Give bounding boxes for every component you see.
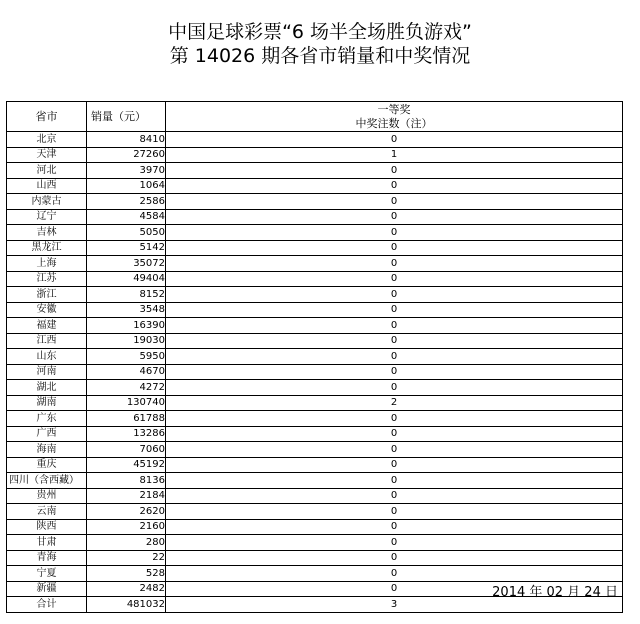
winners-cell: 0 — [166, 271, 623, 287]
province-cell: 云南 — [7, 504, 87, 520]
sales-cell: 280 — [87, 535, 166, 551]
header-province: 省市 — [7, 102, 87, 132]
winners-cell: 0 — [166, 178, 623, 194]
province-cell: 江西 — [7, 333, 87, 349]
province-cell: 内蒙古 — [7, 194, 87, 210]
sales-cell: 5950 — [87, 349, 166, 365]
sales-cell: 5142 — [87, 240, 166, 256]
sales-cell: 130740 — [87, 395, 166, 411]
table-row — [7, 504, 623, 520]
table-row — [7, 194, 623, 210]
province-cell: 新疆 — [7, 581, 87, 597]
sales-cell: 13286 — [87, 426, 166, 442]
sales-cell: 45192 — [87, 457, 166, 473]
header-prize-level: 一等奖 — [377, 102, 411, 116]
header-sales: 销量（元） — [87, 102, 166, 132]
winners-cell: 0 — [166, 256, 623, 272]
table-row — [7, 364, 623, 380]
sales-cell: 4272 — [87, 380, 166, 396]
table-row — [7, 535, 623, 551]
sales-cell: 8152 — [87, 287, 166, 303]
province-cell: 上海 — [7, 256, 87, 272]
header-first-prize — [166, 102, 623, 132]
winners-cell: 0 — [166, 318, 623, 334]
province-cell: 湖北 — [7, 380, 87, 396]
winners-cell: 0 — [166, 504, 623, 520]
table-header-row — [7, 102, 623, 132]
table-row — [7, 488, 623, 504]
province-cell: 陕西 — [7, 519, 87, 535]
province-cell: 甘肃 — [7, 535, 87, 551]
table-row — [7, 395, 623, 411]
table-row — [7, 271, 623, 287]
table-row — [7, 318, 623, 334]
winners-cell: 0 — [166, 302, 623, 318]
province-cell: 广西 — [7, 426, 87, 442]
winners-cell: 0 — [166, 581, 623, 597]
winners-cell: 0 — [166, 473, 623, 489]
table-row — [7, 519, 623, 535]
sales-cell: 1064 — [87, 178, 166, 194]
province-cell: 北京 — [7, 132, 87, 148]
province-cell: 河北 — [7, 163, 87, 179]
province-cell: 黑龙江 — [7, 240, 87, 256]
sales-cell: 3970 — [87, 163, 166, 179]
sales-cell: 528 — [87, 566, 166, 582]
winners-cell: 0 — [166, 535, 623, 551]
province-cell: 广东 — [7, 411, 87, 427]
province-cell: 安徽 — [7, 302, 87, 318]
province-cell: 辽宁 — [7, 209, 87, 225]
table-row — [7, 411, 623, 427]
sales-cell: 8410 — [87, 132, 166, 148]
winners-cell: 0 — [166, 132, 623, 148]
table-row — [7, 178, 623, 194]
sales-cell: 2586 — [87, 194, 166, 210]
sales-cell: 35072 — [87, 256, 166, 272]
sales-cell: 2482 — [87, 581, 166, 597]
winners-cell: 0 — [166, 380, 623, 396]
table-row — [7, 566, 623, 582]
province-cell: 天津 — [7, 147, 87, 163]
report-subtitle: 第 14026 期各省市销量和中奖情况 — [169, 45, 471, 67]
table-row — [7, 302, 623, 318]
sales-cell: 481032 — [87, 597, 166, 613]
province-cell: 四川（含西藏） — [7, 473, 87, 489]
winners-cell: 1 — [166, 147, 623, 163]
winners-cell: 0 — [166, 488, 623, 504]
province-cell: 吉林 — [7, 225, 87, 241]
sales-cell: 19030 — [87, 333, 166, 349]
table-row — [7, 473, 623, 489]
sales-cell: 4584 — [87, 209, 166, 225]
province-cell: 贵州 — [7, 488, 87, 504]
report-date: 2014 年 02 月 24 日 — [492, 585, 618, 600]
sales-cell: 3548 — [87, 302, 166, 318]
table-row — [7, 209, 623, 225]
winners-cell: 0 — [166, 225, 623, 241]
table-row — [7, 132, 623, 148]
province-cell: 湖南 — [7, 395, 87, 411]
header-winning-bets: 中奖注数（注） — [355, 116, 433, 130]
table-row — [7, 550, 623, 566]
sales-cell: 2184 — [87, 488, 166, 504]
winners-cell: 0 — [166, 457, 623, 473]
table-row — [7, 287, 623, 303]
province-cell: 河南 — [7, 364, 87, 380]
table-row — [7, 442, 623, 458]
winners-cell: 0 — [166, 209, 623, 225]
winners-cell: 0 — [166, 287, 623, 303]
sales-cell: 8136 — [87, 473, 166, 489]
table-row — [7, 349, 623, 365]
province-cell: 重庆 — [7, 457, 87, 473]
winners-cell: 2 — [166, 395, 623, 411]
province-cell: 山西 — [7, 178, 87, 194]
sales-cell: 5050 — [87, 225, 166, 241]
sales-cell: 2620 — [87, 504, 166, 520]
report-title: 中国足球彩票“6 场半全场胜负游戏” — [168, 21, 472, 43]
winners-cell: 0 — [166, 364, 623, 380]
table-row — [7, 380, 623, 396]
province-cell: 宁夏 — [7, 566, 87, 582]
province-cell: 海南 — [7, 442, 87, 458]
table-row — [7, 225, 623, 241]
province-cell: 青海 — [7, 550, 87, 566]
table-row — [7, 147, 623, 163]
table-row — [7, 457, 623, 473]
province-cell: 福建 — [7, 318, 87, 334]
table-row — [7, 333, 623, 349]
table-row — [7, 163, 623, 179]
winners-cell: 0 — [166, 519, 623, 535]
sales-cell: 16390 — [87, 318, 166, 334]
sales-cell: 4670 — [87, 364, 166, 380]
sales-cell: 7060 — [87, 442, 166, 458]
sales-cell: 49404 — [87, 271, 166, 287]
winners-cell: 0 — [166, 163, 623, 179]
province-cell: 江苏 — [7, 271, 87, 287]
table-row — [7, 256, 623, 272]
winners-cell: 0 — [166, 194, 623, 210]
winners-cell: 0 — [166, 411, 623, 427]
winners-cell: 3 — [166, 597, 623, 613]
province-cell: 浙江 — [7, 287, 87, 303]
table-row — [7, 426, 623, 442]
winners-cell: 0 — [166, 566, 623, 582]
winners-cell: 0 — [166, 333, 623, 349]
sales-cell: 27260 — [87, 147, 166, 163]
province-cell: 山东 — [7, 349, 87, 365]
province-cell: 合计 — [7, 597, 87, 613]
sales-cell: 61788 — [87, 411, 166, 427]
winners-cell: 0 — [166, 550, 623, 566]
winners-cell: 0 — [166, 426, 623, 442]
winners-cell: 0 — [166, 442, 623, 458]
winners-cell: 0 — [166, 240, 623, 256]
table-row — [7, 240, 623, 256]
winners-cell: 0 — [166, 349, 623, 365]
sales-cell: 22 — [87, 550, 166, 566]
sales-table — [6, 101, 623, 613]
sales-cell: 2160 — [87, 519, 166, 535]
